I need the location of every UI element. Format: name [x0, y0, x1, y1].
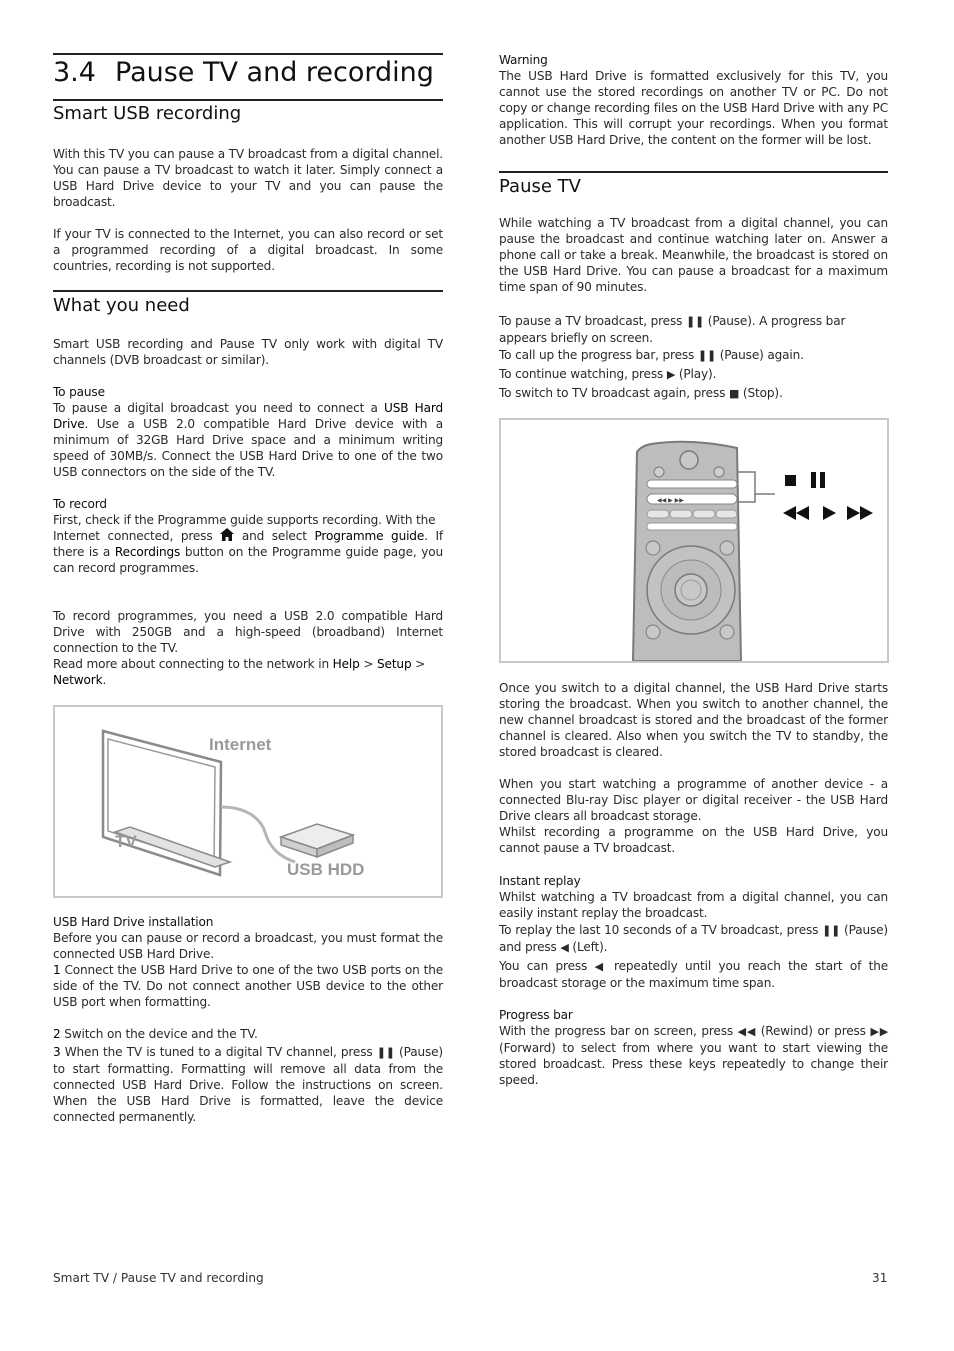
pause-instruction-2: To call up the progress bar, press ❚❚ (Pause) again. — [499, 348, 804, 362]
to-record-label: To record — [53, 497, 107, 511]
usb-hdd-label: USB HDD — [287, 860, 365, 879]
progress-bar-text: With the progress bar on screen, press ◀◀ (Rewind) or press ▶▶ (Forward) to select from where you want to start viewing the stored broadcast. Press these keys repeatedly to change their speed. — [499, 1024, 889, 1087]
pause-icon: ❚❚ — [685, 315, 705, 328]
heading-smart-usb: Smart USB recording — [53, 103, 242, 124]
pause-icon: ❚❚ — [697, 349, 717, 362]
heading-pause-tv: Pause TV — [499, 171, 888, 199]
tv-usb-diagram — [55, 707, 441, 896]
page-title — [53, 53, 443, 101]
network-link[interactable]: Network — [53, 673, 103, 687]
pause-icon — [811, 472, 816, 488]
setup-link[interactable]: Setup — [377, 657, 412, 671]
right-column — [499, 52, 888, 1088]
warning-text: The USB Hard Drive is formatted exclusively for this TV, you cannot use the stored recordings on another TV or PC. Do not copy or change recording files on the USB Hard Drive with any PC application. This will corrupt your recordings. When you format another USB Hard Drive, the content on the former will be lost. — [499, 69, 888, 147]
stop-icon — [785, 475, 796, 486]
home-icon — [220, 528, 234, 541]
progress-bar-label: Progress bar — [499, 1008, 573, 1022]
svg-text:◀◀ ▶ ▶▶: ◀◀ ▶ ▶▶ — [657, 497, 684, 504]
instant-replay-label: Instant replay — [499, 874, 581, 888]
remote-figure — [499, 418, 889, 663]
smart-usb-p1: With this TV you can pause a TV broadcast from a digital channel. You can pause a TV broadcast to watch it later. Simply connect a USB Hard Drive device to your TV and you can pause the broadcast. — [53, 147, 443, 209]
page-number: 31 — [872, 1271, 888, 1285]
smart-usb-p2: If your TV is connected to the Internet, you can also record or set a programmed recording of a digital broadcast. In some countries, recording is not supported. — [53, 227, 443, 273]
section-number: 3.4 — [53, 57, 96, 88]
forward-icon — [847, 506, 860, 520]
tv-label: TV — [115, 832, 137, 851]
pause-icon: ❚❚ — [376, 1046, 395, 1059]
pause-instruction-1: To pause a TV broadcast, press ❚❚ (Pause). A progress bar appears briefly on screen. — [499, 314, 846, 345]
instant-replay-p3: You can press ◀ repeatedly until you reach the start of the broadcast storage or the maximum time span. — [499, 959, 888, 990]
instant-replay-p1: Whilst watching a TV broadcast from a digital channel, you can easily instant replay the broadcast. — [499, 890, 888, 920]
left-icon: ◀ — [560, 941, 569, 954]
to-record-text: First, check if the Programme guide supports recording. With the Internet connected, press and select Programme guide. If there is a Recordings button on the Programme guide page, you can record programmes. — [53, 513, 444, 575]
pause-icon: ❚❚ — [822, 924, 841, 937]
to-pause-label: To pause — [53, 385, 105, 399]
internet-label: Internet — [209, 735, 272, 754]
read-more-text: Read more about connecting to the network in Help > Setup > Network. — [53, 657, 426, 687]
install-label: USB Hard Drive installation — [53, 915, 214, 929]
usb-hdd-figure — [53, 705, 443, 898]
play-icon — [823, 506, 836, 520]
remote-control-illustration — [501, 420, 887, 661]
pause-instruction-4: To switch to TV broadcast again, press ■ (Stop). — [499, 386, 783, 400]
left-column — [53, 53, 443, 1125]
help-link[interactable]: Help — [332, 657, 360, 671]
pause-tv-p1: While watching a TV broadcast from a digital channel, you can pause the broadcast and continue watching later on. Answer a phone call or take a break. Meanwhile, the broadcast is stored on the USB Hard Drive. You can pause a broadcast for a maximum time span of 90 minutes. — [499, 216, 888, 294]
rewind-icon: ◀◀ — [737, 1025, 757, 1038]
install-step-1: 1 Connect the USB Hard Drive to one of the two USB ports on the side of the TV. Do not connect another USB device to the other USB port when formatting. — [53, 963, 443, 1009]
play-icon: ▶ — [666, 368, 676, 381]
need-p1: Smart USB recording and Pause TV only work with digital TV channels (DVB broadcast or similar). — [53, 337, 443, 367]
rewind-icon — [783, 506, 796, 520]
pause-whilst-recording-text: Whilst recording a programme on the USB Hard Drive, you cannot pause a TV broadcast. — [499, 825, 888, 855]
record-req-text: To record programmes, you need a USB 2.0 compatible Hard Drive with 250GB and a high-speed (broadband) Internet connection to the TV. — [53, 609, 443, 655]
warning-label: Warning — [499, 53, 548, 67]
pause-store-text: Once you switch to a digital channel, the USB Hard Drive starts storing the broadcast. When you switch to another channel, the new channel broadcast is stored and the broadcast of the former channel is cleared. Also when you switch the TV to standby, the stored broadcast is cleared. — [499, 681, 888, 759]
section-title: Pause TV and recording — [115, 57, 434, 88]
install-intro: Before you can pause or record a broadcast, you must format the connected USB Hard Drive. — [53, 931, 443, 961]
instant-replay-p2: To replay the last 10 seconds of a TV broadcast, press ❚❚ (Pause) and press ◀ (Left). — [499, 923, 888, 954]
left-icon: ◀ — [594, 960, 607, 973]
heading-what-you-need: What you need — [53, 290, 443, 318]
pause-instruction-3: To continue watching, press ▶ (Play). — [499, 367, 717, 381]
footer-breadcrumb: Smart TV / Pause TV and recording — [53, 1271, 264, 1285]
install-step-2: 2 Switch on the device and the TV. — [53, 1027, 258, 1041]
forward-icon: ▶▶ — [870, 1025, 889, 1038]
to-pause-text: To pause a digital broadcast you need to connect a USB Hard Drive. Use a USB 2.0 compatible Hard Drive device with a minimum of 32GB Hard Drive space and a minimum writing speed of 30MB/s. Connect the USB Hard Drive to one of the two USB connectors on the side of the TV. — [53, 401, 443, 479]
stop-icon: ■ — [728, 387, 740, 400]
install-step-3: 3 When the TV is tuned to a digital TV channel, press ❚❚ (Pause) to start formatting. Formatting will remove all data from the connected USB Hard Drive. Follow the instructions on screen. When the USB Hard Drive is formatted, leave the device connected permanently. — [53, 1045, 443, 1124]
pause-other-device-text: When you start watching a programme of another device - a connected Blu-ray Disc player or digital receiver - the USB Hard Drive clears all broadcast storage. — [499, 777, 888, 823]
